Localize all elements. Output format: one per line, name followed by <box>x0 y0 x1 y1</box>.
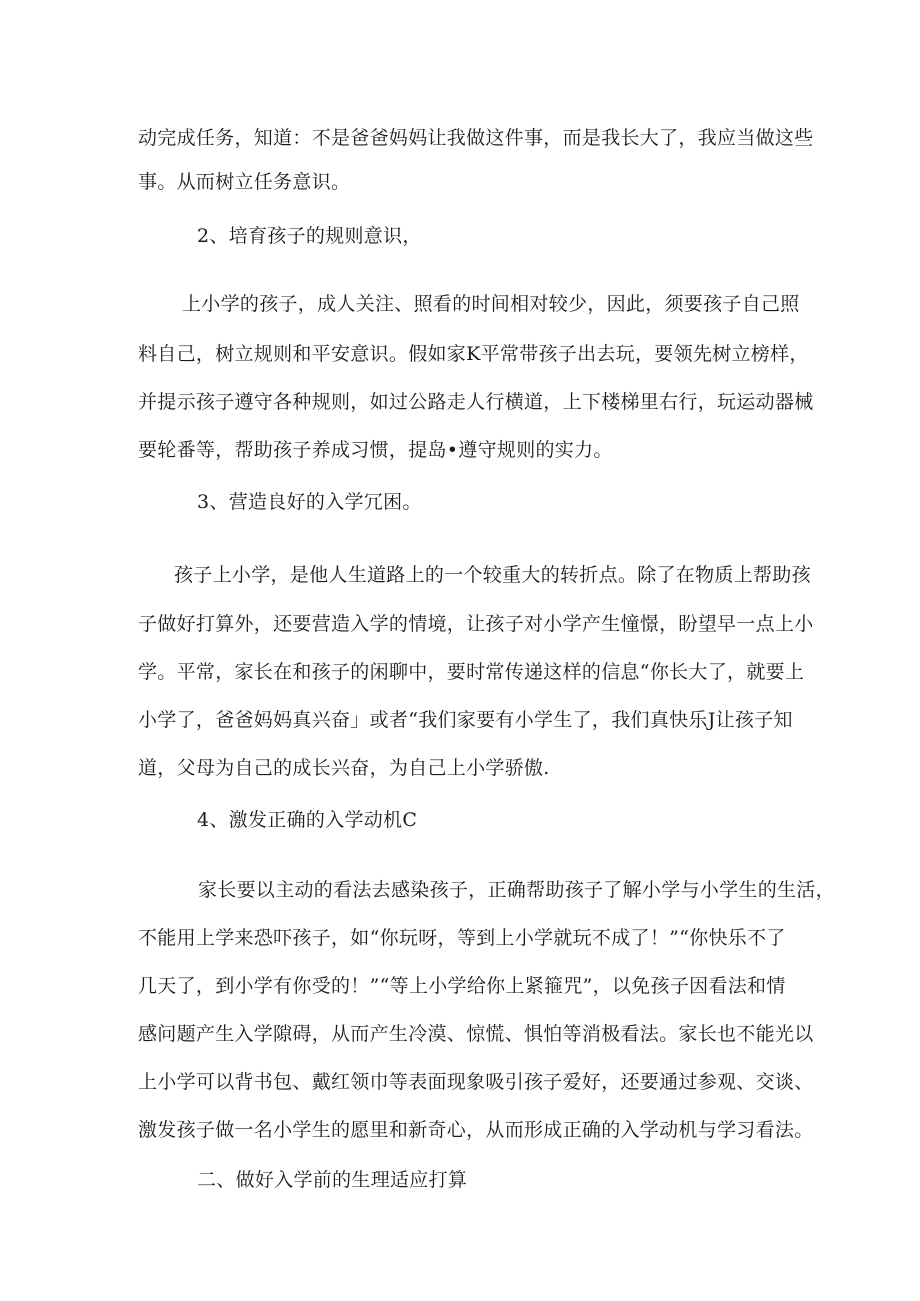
para-4-line-2: 不能用上学来恐吓孩子，如“你玩呀，等到上小学就玩不成了！”“你快乐不了 <box>138 927 786 949</box>
heading-rule-awareness: 2、培育孩子的规则意识， <box>197 225 422 247</box>
para-3-line-5: 道，父母为自己的成长兴奋，为自己上小学骄傲. <box>138 757 550 779</box>
para-3-line-4: 小学了，爸爸妈妈真兴奋」或者“我们家要有小学生了，我们真快乐J让孩子知 <box>138 709 793 731</box>
para-4-line-6: 激发孩子做一名小学生的愿里和新奇心，从而形成正确的入学动机与学习看法。 <box>138 1119 814 1141</box>
section-heading-physiological: 二、做好入学前的生理适应打算 <box>197 1169 468 1191</box>
para-4-line-4: 感问题产生入学隙碍，从而产生冷漠、惊慌、惧怕等消极看法。家长也不能光以 <box>138 1023 814 1045</box>
para-4-line-5: 上小学可以背书包、戴红领巾等表面现象吸引孩子爱好，还要通过参观、交谈、 <box>138 1071 814 1093</box>
heading-enrollment-atmosphere: 3、营造良好的入学冗困。 <box>197 491 422 513</box>
para-intro-line-1: 动完成任务，知道：不是爸爸妈妈让我做这件事，而是我长大了，我应当做这些 <box>138 127 814 149</box>
para-4-line-3: 几天了，到小学有你受的！”“等上小学给你上紧箍咒”，以免孩子因看法和情 <box>138 975 786 997</box>
para-2-line-1: 上小学的孩子，成人关注、照看的时间相对较少，因此，须要孩子自己照 <box>182 293 800 315</box>
para-2-line-2: 料自己，树立规则和平安意识。假如家K平常带孩子出去玩，要领先树立榜样， <box>138 343 809 365</box>
para-intro-line-2: 事。从而树立任务意识。 <box>138 171 351 193</box>
para-2-line-3: 并提示孩子遵守各种规则，如过公路走人行横道，上下楼梯里右行，玩运动器械 <box>138 391 814 413</box>
para-3-line-2: 子做好打算外，还要营造入学的情境，让孩子对小学产生憧憬，盼望早一点上小 <box>138 613 814 635</box>
para-3-line-3: 学。平常，家长在和孩子的闲聊中，要时常传递这样的信息“你长大了，就要上 <box>138 661 805 683</box>
heading-enrollment-motivation: 4、激发正确的入学动机C <box>197 809 418 831</box>
para-4-line-1: 家长要以主动的看法去感染孩子，正确帮助孩子了解小学与小学生的生活， <box>198 879 835 901</box>
para-2-line-4: 要轮番等，帮助孩子养成习惯，提岛•遵守规则的实力。 <box>138 439 613 461</box>
para-3-line-1: 孩子上小学，是他人生道路上的一个较重大的转折点。除了在物质上帮助孩 <box>174 564 811 586</box>
